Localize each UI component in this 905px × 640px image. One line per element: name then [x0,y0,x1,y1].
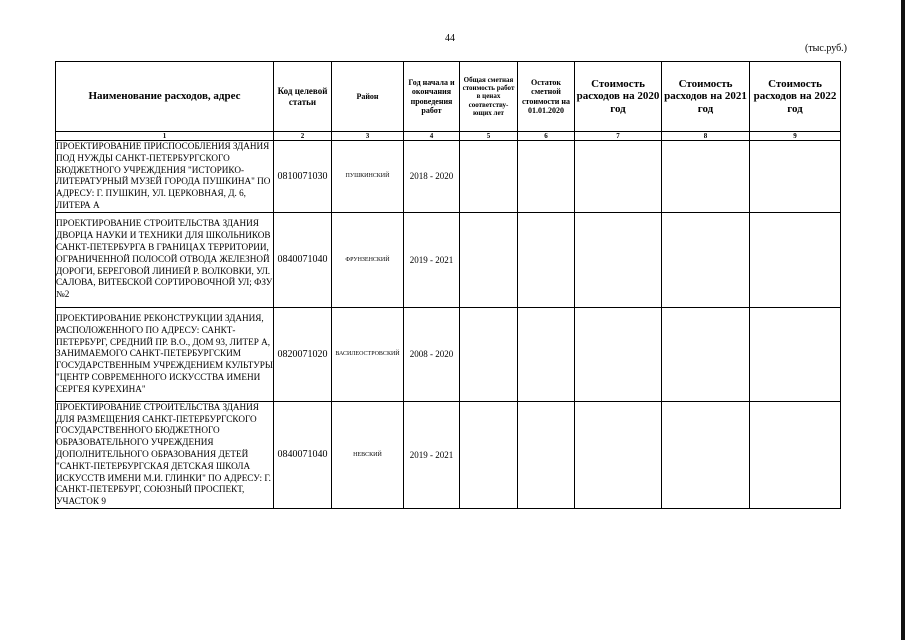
scan-edge [901,0,905,640]
row-cost-2021 [662,307,750,401]
column-number: 6 [518,132,575,141]
row-code: 0810071030 [274,141,332,213]
row-years: 2008 - 2020 [404,307,460,401]
column-number-row [56,132,841,141]
row-cost-2020 [575,401,662,508]
table-row [56,141,841,213]
header-cost-2022: Стоимость расходов на 2022 год [750,62,841,132]
column-number: 5 [460,132,518,141]
row-code: 0840071040 [274,401,332,508]
row-district: ВАСИЛЕОСТРОВСКИЙ [332,307,404,401]
table-row [56,307,841,401]
row-cost-2022 [750,141,841,213]
column-number: 7 [575,132,662,141]
table-row [56,212,841,307]
row-remainder [518,141,575,213]
row-remainder [518,307,575,401]
row-remainder [518,212,575,307]
column-number: 9 [750,132,841,141]
row-name: ПРОЕКТИРОВАНИЕ СТРОИТЕЛЬСТВА ЗДАНИЯ ДВОРЦА НАУКИ И ТЕХНИКИ ДЛЯ ШКОЛЬНИКОВ САНКТ-ПЕТЕРБУРГА В ГРАНИЦАХ ТЕРРИТОРИИ, ОГРАНИЧЕННОЙ ПОЛОСОЙ ОТВОДА ЖЕЛЕЗНОЙ ДОРОГИ, БЕРЕГОВОЙ ЛИНИЕЙ Р. ВОЛКОВКИ, УЛ. САЛОВА, ВИТЕБСКОЙ СОРТИРОВОЧНОЙ УЛ; ФЗУ №2 [56,212,274,307]
header-name: Наименование расходов, адрес [56,62,274,132]
row-district: ПУШКИНСКИЙ [332,141,404,213]
header-code: Код целевой статьи [274,62,332,132]
row-cost-2020 [575,307,662,401]
column-number: 1 [56,132,274,141]
row-years: 2019 - 2021 [404,212,460,307]
table-row [56,401,841,508]
row-cost-2021 [662,141,750,213]
column-number: 2 [274,132,332,141]
row-cost-2020 [575,212,662,307]
row-cost-2022 [750,307,841,401]
row-remainder [518,401,575,508]
row-total-cost [460,212,518,307]
row-cost-2020 [575,141,662,213]
row-district: НЕВСКИЙ [332,401,404,508]
units-label: (тыс.руб.) [804,43,847,54]
row-district: ФРУНЗЕНСКИЙ [332,212,404,307]
row-cost-2021 [662,212,750,307]
row-cost-2022 [750,212,841,307]
column-number: 3 [332,132,404,141]
header-years: Год начала и окончания проведения работ [404,62,460,132]
row-total-cost [460,401,518,508]
row-code: 0820071020 [274,307,332,401]
row-code: 0840071040 [274,212,332,307]
page-number: 44 [445,33,455,44]
expenses-table [55,61,841,509]
row-years: 2018 - 2020 [404,141,460,213]
row-cost-2022 [750,401,841,508]
header-district: Район [332,62,404,132]
header-row [56,62,841,132]
header-cost-2020: Стоимость расходов на 2020 год [575,62,662,132]
row-name: ПРОЕКТИРОВАНИЕ РЕКОНСТРУКЦИИ ЗДАНИЯ, РАСПОЛОЖЕННОГО ПО АДРЕСУ: САНКТ-ПЕТЕРБУРГ, СРЕДНИЙ ПР. В.О., ДОМ 93, ЛИТЕР А, ЗАНИМАЕМОГО САНКТ-ПЕТЕРБУРГСКИМ ГОСУДАРСТВЕННЫМ УЧРЕЖДЕНИЕМ КУЛЬТУРЫ "ЦЕНТР СОВРЕМЕННОГО ИСКУССТВА ИМЕНИ СЕРГЕЯ КУРЕХИНА" [56,307,274,401]
header-remainder: Остаток сметной стоимости на 01.01.2020 [518,62,575,132]
row-name: ПРОЕКТИРОВАНИЕ СТРОИТЕЛЬСТВА ЗДАНИЯ ДЛЯ РАЗМЕЩЕНИЯ САНКТ-ПЕТЕРБУРГСКОГО ГОСУДАРСТВЕННОГО БЮДЖЕТНОГО ОБРАЗОВАТЕЛЬНОГО УЧРЕЖДЕНИЯ ДОПОЛНИТЕЛЬНОГО ОБРАЗОВАНИЯ ДЕТЕЙ "САНКТ-ПЕТЕРБУРГСКАЯ ДЕТСКАЯ ШКОЛА ИСКУССТВ ИМЕНИ М.И. ГЛИНКИ" ПО АДРЕСУ: Г. САНКТ-ПЕТЕРБУРГ, СОЮЗНЫЙ ПРОСПЕКТ, УЧАСТОК 9 [56,401,274,508]
column-number: 4 [404,132,460,141]
row-name: ПРОЕКТИРОВАНИЕ ПРИСПОСОБЛЕНИЯ ЗДАНИЯ ПОД НУЖДЫ САНКТ-ПЕТЕРБУРГСКОГО БЮДЖЕТНОГО УЧРЕЖДЕНИЯ "ИСТОРИКО-ЛИТЕРАТУРНЫЙ МУЗЕЙ ГОРОДА ПУШКИНА" ПО АДРЕСУ: Г. ПУШКИН, УЛ. ЦЕРКОВНАЯ, Д. 6, ЛИТЕРА А [56,141,274,213]
header-total-cost: Общая сметная стоимость работ в ценах соответству-ющих лет [460,62,518,132]
column-number: 8 [662,132,750,141]
row-years: 2019 - 2021 [404,401,460,508]
row-total-cost [460,141,518,213]
row-total-cost [460,307,518,401]
row-cost-2021 [662,401,750,508]
header-cost-2021: Стоимость расходов на 2021 год [662,62,750,132]
